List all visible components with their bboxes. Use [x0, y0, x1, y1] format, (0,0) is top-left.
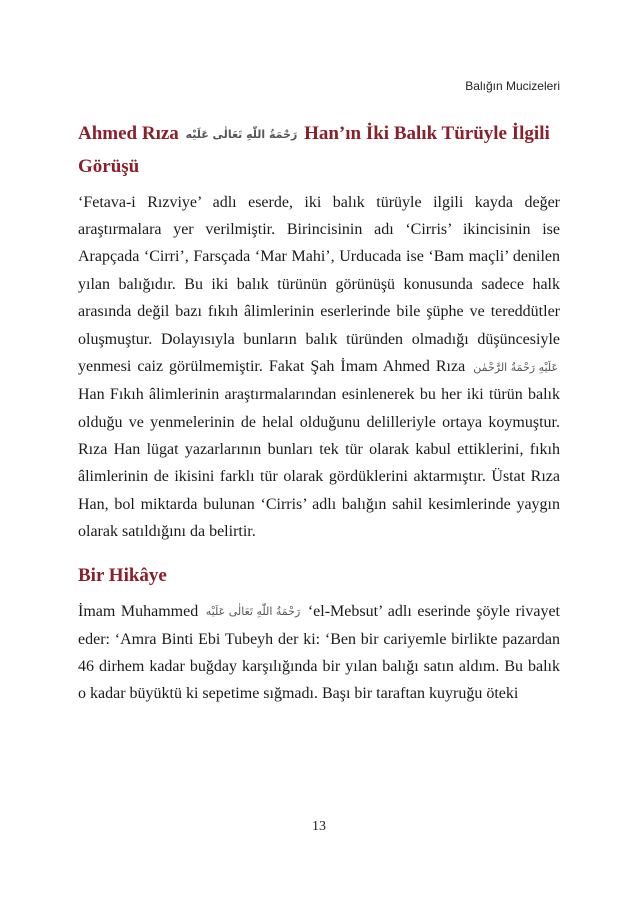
heading-text-end: Han’ın İki Balık Türüyle İlgili Görüşü: [78, 123, 550, 177]
honorific-calligraphy: رَحْمَةُ اللّٰهِ تَعَالٰى عَلَيْه: [205, 605, 301, 619]
honorific-calligraphy: عَلَيْهِ رَحْمَةُ الرَّحْمٰن: [473, 360, 559, 374]
paragraph-text-part1: İmam Muhammed: [78, 602, 199, 620]
body-paragraph-2: [78, 598, 560, 708]
honorific-calligraphy: رَحْمَةُ اللّٰهِ تَعَالٰى عَلَيْه: [185, 127, 298, 141]
section-heading-ahmed-riza: [78, 118, 560, 183]
section-heading-story: Bir Hikâye: [78, 564, 167, 586]
paragraph-text-part2: ‘el-Mebsut’ adlı eserinde şöyle rivayet eder: ‘Amra Binti Ebi Tubeyh der ki: ‘Ben bir cariyemle birlikte pazardan 46 dirhem kadar buğday karşılığında bir yılan balığı satın aldım. Bu balık o kadar büyüktü ki sepetime sığmadı. Başı bir taraftan kuyruğu öteki: [78, 602, 560, 703]
page-content: [78, 118, 560, 708]
page-number: 13: [312, 819, 326, 834]
paragraph-text-part2: Han Fıkıh âlimlerinin araştırmalarından esinlenerek bu her iki türün balık olduğu ve yenmelerinin de helal olduğunu delilleriyle ortaya koymuştur. Rıza Han lügat yazarlarının bunları tek tür olarak kabul ettiklerini, fıkıh âlimlerinin de ikisini farklı tür olarak gördüklerini aktarmıştır. Üstat Rıza Han, bol miktarda bulunan ‘Cirris’ adlı balığın sahil kesimlerinde yaygın olarak satıldığını da belirtir.: [78, 386, 560, 541]
running-header: Balığın Mucizeleri: [465, 79, 560, 93]
heading-text-start: Ahmed Rıza: [78, 123, 179, 144]
paragraph-text-part1: ‘Fetava-i Rızviye’ adlı eserde, iki balık türüyle ilgili kayda değer araştırmalara yer verilmiştir. Birincisinin adı ‘Cirris’ ikincisinin ise Arapçada ‘Cirri’, Farsçada ‘Mar Mahi’, Urducada ise ‘Bam maçli’ denilen yılan balığıdır. Bu iki balık türünün görünüşü konusunda sadece halk arasında değil bazı fıkıh âlimlerinin eserlerinde bile şüphe ve tereddütler oluşmuştur. Dolayısıyla bunların balık türünden olmadığı düşüncesiyle yenmesi caiz görülmemiştir. Fakat Şah İmam Ahmed Rıza: [78, 193, 560, 376]
body-paragraph-1: [78, 189, 560, 546]
